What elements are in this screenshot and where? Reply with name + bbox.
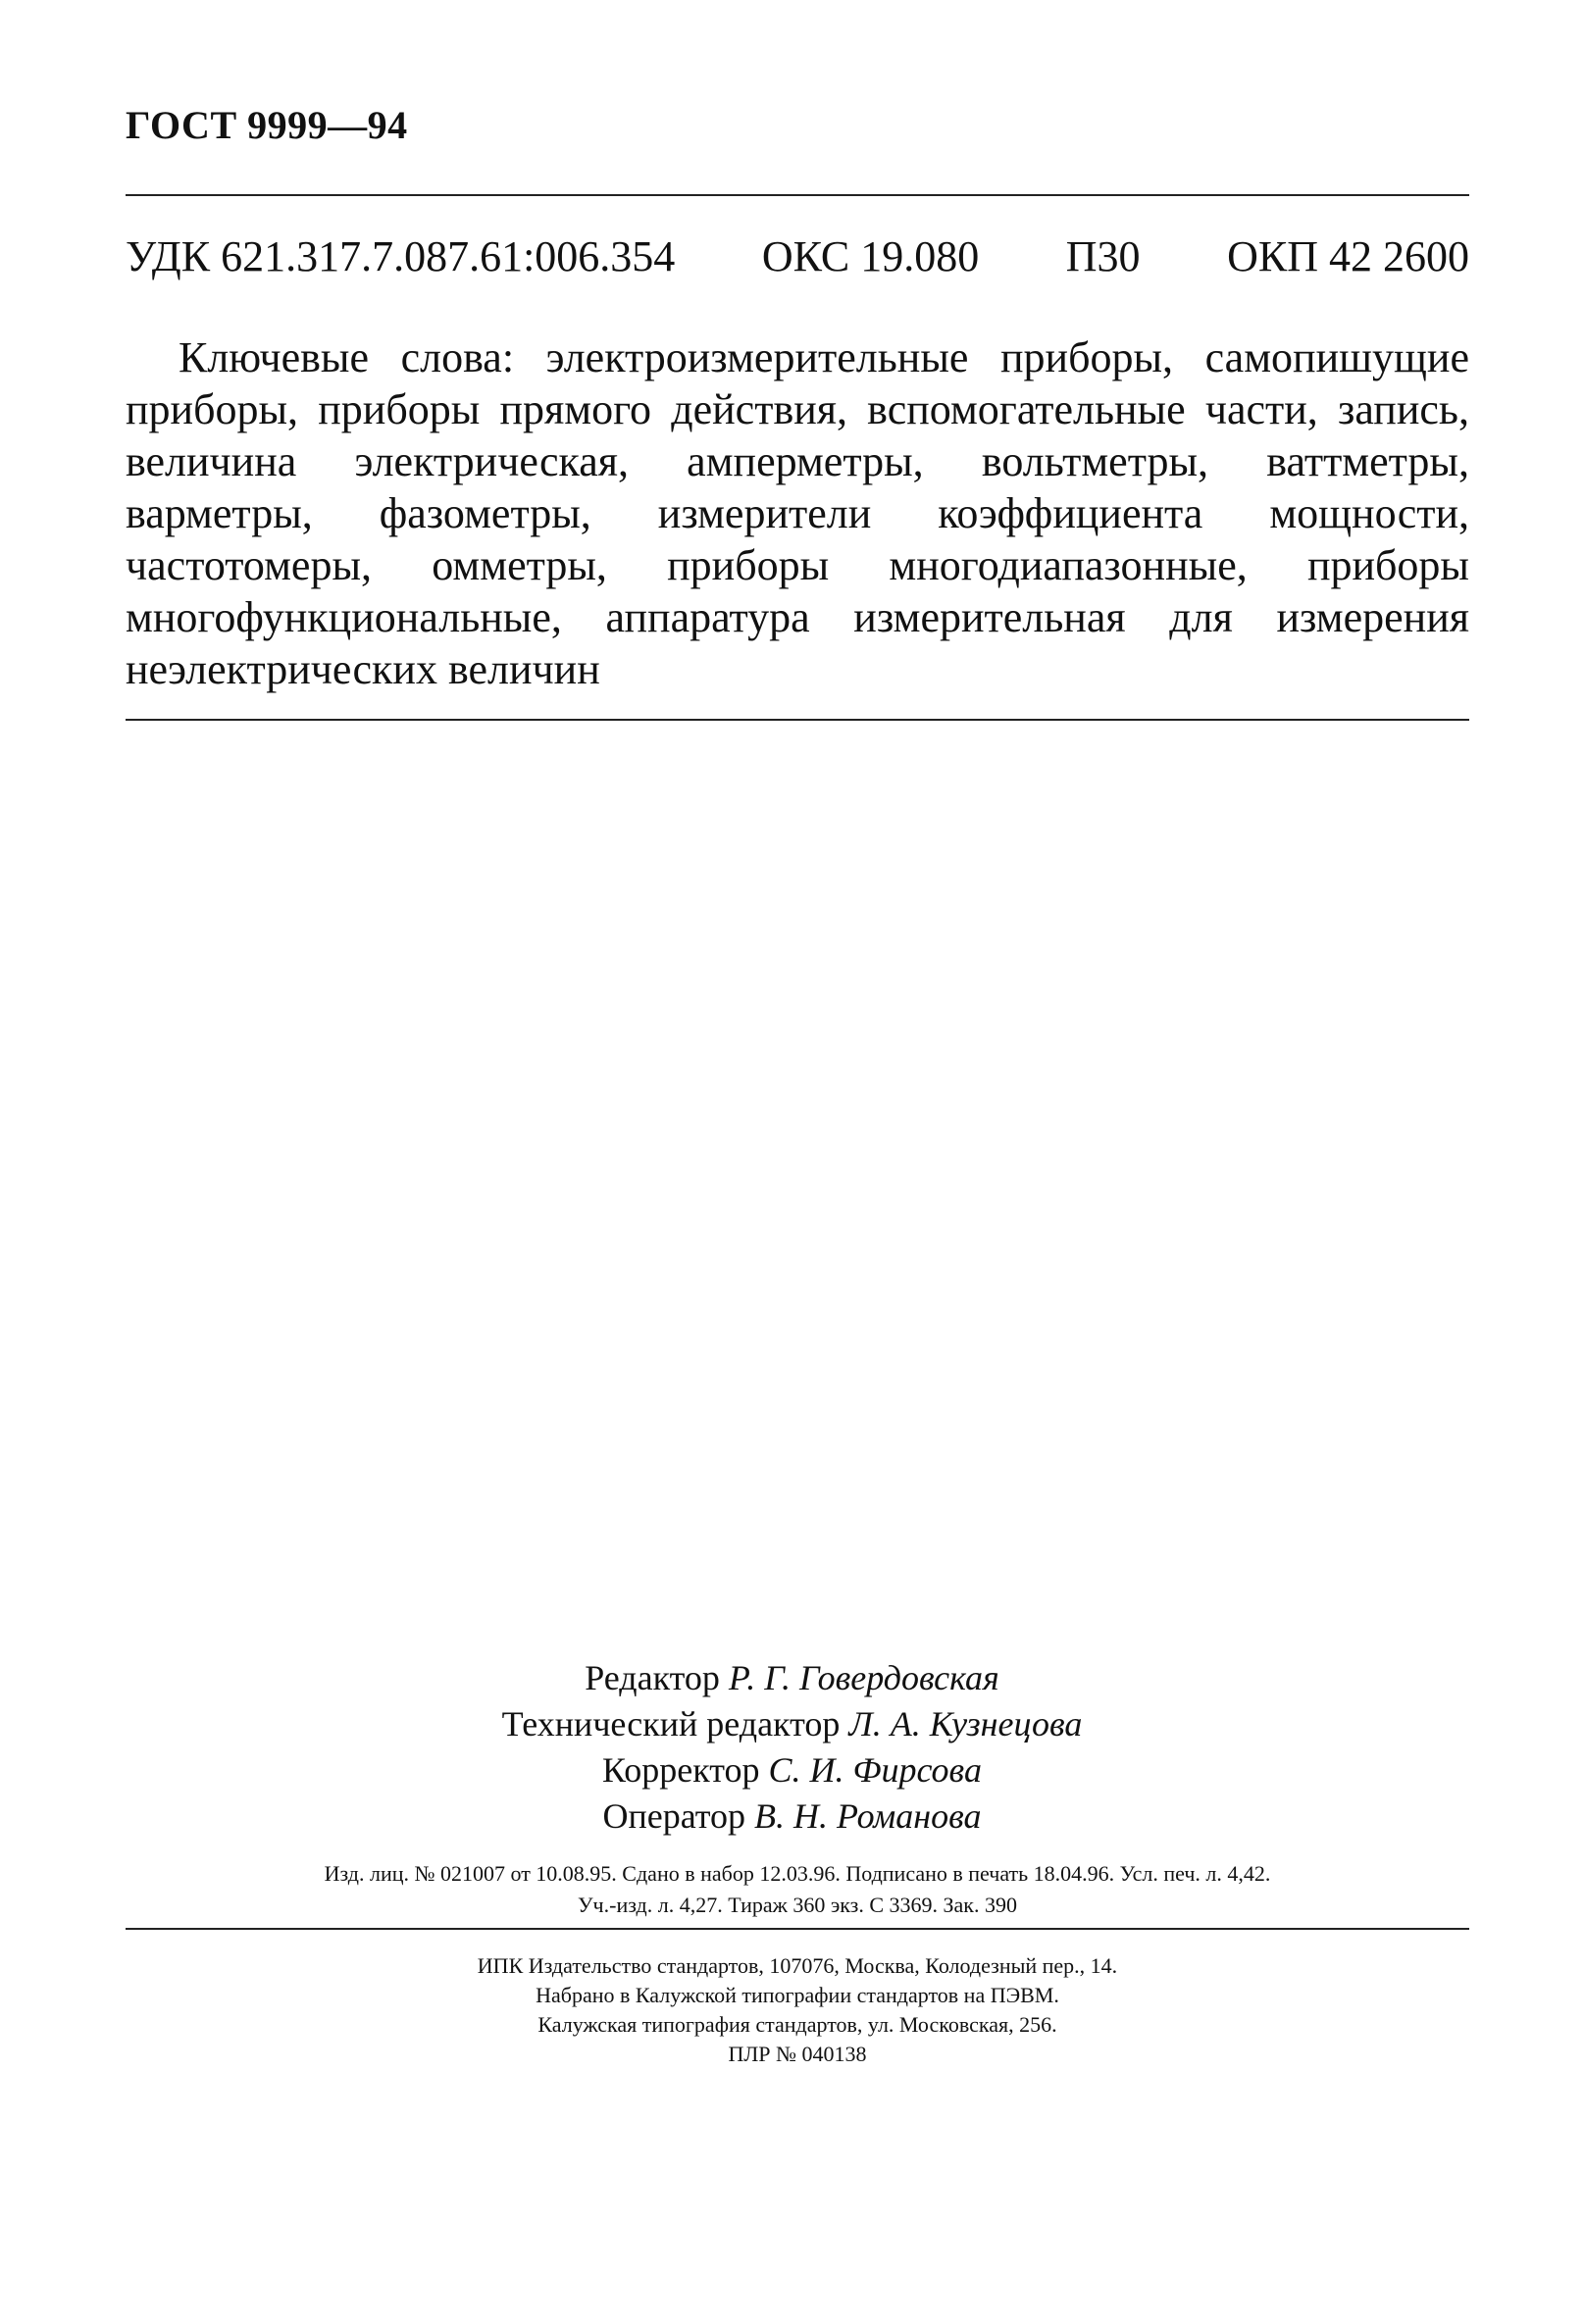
document-header: ГОСТ 9999—94 bbox=[126, 103, 408, 147]
staff-editor bbox=[0, 1655, 1584, 1701]
publisher-line: ИПК Издательство стандартов, 107076, Москва, Колодезный пер., 14. bbox=[477, 1953, 1118, 1978]
okp-code: ОКП 42 2600 bbox=[1227, 232, 1469, 280]
publisher-info bbox=[126, 1951, 1469, 2069]
staff-role: Оператор bbox=[602, 1796, 745, 1836]
staff-operator bbox=[0, 1794, 1584, 1840]
staff-name: Р. Г. Говердовская bbox=[728, 1658, 999, 1697]
keywords-text: Ключевые слова: электроизмерительные приборы, самопишущие приборы, приборы прямого действия, вспомогательные части, запись, величина электрическая, амперметры, вольтметры, ваттметры, варметры, фазометры, измерители коэффициента мощности, частотомеры, омметры, приборы многодиапазонные, приборы многофункциональные, аппаратура измерительная для измерения неэлектрических величин bbox=[126, 333, 1469, 693]
udk-code: УДК 621.317.7.087.61:006.354 bbox=[126, 232, 676, 280]
keywords-divider bbox=[126, 719, 1469, 721]
print-info-line: Уч.-изд. л. 4,27. Тираж 360 экз. С 3369. Зак. 390 bbox=[577, 1893, 1017, 1917]
top-divider bbox=[126, 194, 1469, 196]
staff-role: Редактор bbox=[585, 1658, 720, 1697]
staff-name: С. И. Фирсова bbox=[768, 1750, 982, 1790]
publisher-line: ПЛР № 040138 bbox=[728, 2042, 867, 2066]
print-info bbox=[126, 1858, 1469, 1921]
publisher-line: Набрано в Калужской типографии стандартов на ПЭВМ. bbox=[536, 1983, 1059, 2007]
print-info-divider bbox=[126, 1928, 1469, 1930]
editorial-staff bbox=[0, 1655, 1584, 1840]
keywords-block bbox=[126, 331, 1469, 695]
staff-role: Корректор bbox=[602, 1750, 760, 1790]
staff-name: Л. А. Кузнецова bbox=[848, 1704, 1083, 1743]
staff-technical-editor bbox=[0, 1701, 1584, 1747]
oks-code: ОКС 19.080 bbox=[761, 232, 980, 280]
staff-name: В. Н. Романова bbox=[754, 1796, 982, 1836]
publisher-line: Калужская типография стандартов, ул. Московская, 256. bbox=[537, 2012, 1057, 2037]
print-info-line: Изд. лиц. № 021007 от 10.08.95. Сдано в набор 12.03.96. Подписано в печать 18.04.96. Усл. печ. л. 4,42. bbox=[324, 1861, 1271, 1886]
group-code: П30 bbox=[1065, 232, 1141, 280]
staff-proofreader bbox=[0, 1747, 1584, 1794]
staff-role: Технический редактор bbox=[501, 1704, 841, 1743]
classification-codes bbox=[126, 231, 1469, 281]
